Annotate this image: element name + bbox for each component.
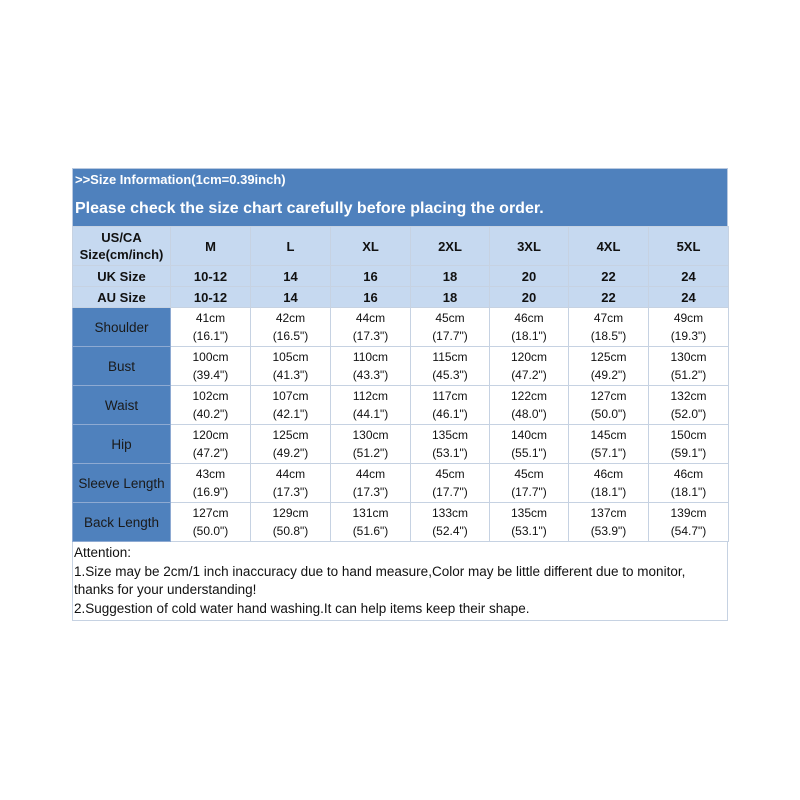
measurement-cell bbox=[331, 347, 411, 386]
cm-value: 47cm bbox=[593, 311, 624, 325]
cm-value: 46cm bbox=[673, 467, 704, 481]
us-size-row bbox=[73, 227, 729, 266]
measurement-cell bbox=[331, 386, 411, 425]
inch-value: (52.0") bbox=[670, 407, 707, 421]
measurement-cell bbox=[649, 386, 729, 425]
us-ca-size-label bbox=[73, 227, 171, 266]
measurement-cell bbox=[331, 503, 411, 542]
cm-value: 135cm bbox=[510, 506, 548, 520]
inch-value: (40.2") bbox=[192, 407, 229, 421]
cm-value: 131cm bbox=[352, 506, 389, 520]
uk-size-row bbox=[73, 266, 729, 287]
measurement-cell bbox=[171, 347, 251, 386]
measurement-cell bbox=[331, 308, 411, 347]
measurement-cell bbox=[649, 308, 729, 347]
measurement-row bbox=[73, 503, 729, 542]
uk-size-cell: 18 bbox=[411, 266, 490, 287]
measurement-cell bbox=[569, 347, 649, 386]
measurement-cell bbox=[251, 308, 331, 347]
cm-value: 45cm bbox=[435, 311, 465, 325]
cm-value: 44cm bbox=[275, 467, 306, 481]
uk-size-cell: 14 bbox=[251, 266, 331, 287]
inch-value: (39.4") bbox=[192, 368, 229, 382]
inch-value: (48.0") bbox=[511, 407, 547, 421]
measurement-cell bbox=[569, 503, 649, 542]
us-size-cell: 5XL bbox=[649, 227, 729, 266]
measurement-cell bbox=[171, 308, 251, 347]
attention-title: Attention: bbox=[74, 545, 132, 560]
measurement-row bbox=[73, 308, 729, 347]
measurement-cell bbox=[649, 425, 729, 464]
measurement-cell bbox=[411, 308, 490, 347]
inch-value: (17.3") bbox=[352, 329, 389, 343]
size-unit-label: Size(cm/inch) bbox=[79, 247, 164, 262]
measurement-cell bbox=[251, 386, 331, 425]
cm-value: 115cm bbox=[432, 350, 468, 364]
cm-value: 43cm bbox=[195, 467, 226, 481]
inch-value: (49.2") bbox=[590, 368, 627, 382]
cm-value: 137cm bbox=[590, 506, 627, 520]
measurement-cell bbox=[490, 464, 569, 503]
cm-value: 46cm bbox=[593, 467, 624, 481]
cm-value: 49cm bbox=[673, 311, 704, 325]
cm-value: 135cm bbox=[431, 428, 469, 442]
measurement-cell bbox=[411, 425, 490, 464]
size-chart bbox=[72, 168, 728, 621]
cm-value: 117cm bbox=[432, 389, 468, 403]
attention-notes bbox=[72, 542, 728, 621]
measurement-cell bbox=[251, 425, 331, 464]
inch-value: (42.1") bbox=[272, 407, 309, 421]
measurement-cell bbox=[490, 503, 569, 542]
cm-value: 120cm bbox=[192, 428, 229, 442]
measurement-cell bbox=[331, 425, 411, 464]
inch-value: (52.4") bbox=[432, 524, 468, 538]
inch-value: (18.5") bbox=[590, 329, 627, 343]
inch-value: (16.1") bbox=[192, 329, 229, 343]
inch-value: (53.9") bbox=[590, 524, 627, 538]
measurement-cell bbox=[411, 347, 490, 386]
inch-value: (55.1") bbox=[511, 446, 547, 460]
cm-value: 107cm bbox=[272, 389, 309, 403]
cm-value: 132cm bbox=[670, 389, 707, 403]
measurement-cell bbox=[490, 425, 569, 464]
inch-value: (18.1") bbox=[670, 485, 707, 499]
size-chart-header bbox=[72, 168, 728, 226]
measurement-cell bbox=[251, 347, 331, 386]
uk-size-cell: 16 bbox=[331, 266, 411, 287]
inch-value: (17.7") bbox=[511, 485, 547, 499]
us-size-cell: 3XL bbox=[490, 227, 569, 266]
au-size-cell: 10-12 bbox=[171, 287, 251, 308]
cm-value: 45cm bbox=[435, 467, 465, 481]
uk-size-cell: 20 bbox=[490, 266, 569, 287]
cm-value: 41cm bbox=[195, 311, 226, 325]
cm-value: 129cm bbox=[272, 506, 309, 520]
cm-value: 112cm bbox=[352, 389, 389, 403]
measurement-cell bbox=[411, 503, 490, 542]
inch-value: (45.3") bbox=[432, 368, 468, 382]
inch-value: (18.1") bbox=[590, 485, 627, 499]
inch-value: (57.1") bbox=[590, 446, 627, 460]
au-size-cell: 16 bbox=[331, 287, 411, 308]
inch-value: (47.2") bbox=[192, 446, 229, 460]
measurement-label: Back Length bbox=[73, 503, 171, 542]
inch-value: (43.3") bbox=[352, 368, 389, 382]
cm-value: 125cm bbox=[272, 428, 309, 442]
inch-value: (46.1") bbox=[432, 407, 468, 421]
cm-value: 100cm bbox=[192, 350, 229, 364]
attention-line-2: thanks for your understanding! bbox=[74, 582, 257, 597]
inch-value: (17.3") bbox=[352, 485, 389, 499]
measurement-cell bbox=[569, 386, 649, 425]
measurement-label: Sleeve Length bbox=[73, 464, 171, 503]
cm-value: 102cm bbox=[192, 389, 229, 403]
cm-value: 130cm bbox=[352, 428, 389, 442]
measurement-row bbox=[73, 347, 729, 386]
us-size-cell: M bbox=[171, 227, 251, 266]
cm-value: 122cm bbox=[510, 389, 548, 403]
cm-value: 125cm bbox=[590, 350, 627, 364]
measurement-row bbox=[73, 464, 729, 503]
measurement-cell bbox=[569, 308, 649, 347]
inch-value: (18.1") bbox=[511, 329, 547, 343]
au-size-cell: 20 bbox=[490, 287, 569, 308]
cm-value: 127cm bbox=[192, 506, 229, 520]
measurement-row bbox=[73, 386, 729, 425]
measurement-cell bbox=[171, 464, 251, 503]
cm-value: 42cm bbox=[275, 311, 306, 325]
size-check-notice: Please check the size chart carefully before placing the order. bbox=[75, 200, 544, 217]
inch-value: (41.3") bbox=[272, 368, 309, 382]
cm-value: 140cm bbox=[510, 428, 548, 442]
cm-value: 105cm bbox=[272, 350, 309, 364]
au-size-label: AU Size bbox=[73, 287, 171, 308]
cm-value: 139cm bbox=[670, 506, 707, 520]
us-size-cell: XL bbox=[331, 227, 411, 266]
attention-line-1: 1.Size may be 2cm/1 inch inaccuracy due to hand measure,Color may be little different due to monitor, bbox=[74, 563, 686, 579]
size-table bbox=[72, 226, 729, 542]
cm-value: 145cm bbox=[590, 428, 627, 442]
measurement-cell bbox=[411, 464, 490, 503]
inch-value: (17.7") bbox=[432, 485, 468, 499]
measurement-cell bbox=[649, 464, 729, 503]
measurement-cell bbox=[171, 425, 251, 464]
measurement-cell bbox=[490, 347, 569, 386]
measurement-cell bbox=[490, 386, 569, 425]
inch-value: (19.3") bbox=[670, 329, 707, 343]
inch-value: (17.3") bbox=[272, 485, 309, 499]
us-size-cell: 2XL bbox=[411, 227, 490, 266]
cm-value: 127cm bbox=[590, 389, 627, 403]
measurement-cell bbox=[251, 464, 331, 503]
cm-value: 44cm bbox=[355, 467, 386, 481]
inch-value: (49.2") bbox=[272, 446, 309, 460]
measurement-row bbox=[73, 425, 729, 464]
inch-value: (51.6") bbox=[352, 524, 389, 538]
cm-value: 120cm bbox=[510, 350, 548, 364]
au-size-cell: 24 bbox=[649, 287, 729, 308]
measurement-label: Shoulder bbox=[73, 308, 171, 347]
measurement-cell bbox=[251, 503, 331, 542]
inch-value: (51.2") bbox=[352, 446, 389, 460]
cm-value: 150cm bbox=[670, 428, 707, 442]
uk-size-cell: 22 bbox=[569, 266, 649, 287]
us-size-cell: L bbox=[251, 227, 331, 266]
inch-value: (50.8") bbox=[272, 524, 309, 538]
au-size-cell: 22 bbox=[569, 287, 649, 308]
measurement-label: Waist bbox=[73, 386, 171, 425]
inch-value: (51.2") bbox=[670, 368, 707, 382]
au-size-cell: 14 bbox=[251, 287, 331, 308]
cm-value: 133cm bbox=[431, 506, 469, 520]
au-size-cell: 18 bbox=[411, 287, 490, 308]
measurement-cell bbox=[649, 503, 729, 542]
cm-value: 46cm bbox=[514, 311, 544, 325]
measurement-label: Hip bbox=[73, 425, 171, 464]
measurement-cell bbox=[171, 503, 251, 542]
inch-value: (54.7") bbox=[670, 524, 707, 538]
cm-value: 45cm bbox=[514, 467, 544, 481]
uk-size-label: UK Size bbox=[73, 266, 171, 287]
inch-value: (50.0") bbox=[590, 407, 627, 421]
inch-value: (53.1") bbox=[432, 446, 468, 460]
inch-value: (59.1") bbox=[670, 446, 707, 460]
inch-value: (16.5") bbox=[272, 329, 309, 343]
inch-value: (50.0") bbox=[192, 524, 229, 538]
uk-size-cell: 10-12 bbox=[171, 266, 251, 287]
measurement-cell bbox=[569, 464, 649, 503]
inch-value: (47.2") bbox=[511, 368, 547, 382]
inch-value: (53.1") bbox=[511, 524, 547, 538]
measurement-cell bbox=[490, 308, 569, 347]
measurement-cell bbox=[569, 425, 649, 464]
attention-line-3: 2.Suggestion of cold water hand washing.It can help items keep their shape. bbox=[74, 600, 530, 616]
uk-size-cell: 24 bbox=[649, 266, 729, 287]
measurement-cell bbox=[649, 347, 729, 386]
measurement-label: Bust bbox=[73, 347, 171, 386]
inch-value: (44.1") bbox=[352, 407, 389, 421]
au-size-row bbox=[73, 287, 729, 308]
cm-value: 130cm bbox=[670, 350, 707, 364]
cm-value: 110cm bbox=[352, 350, 389, 364]
us-ca-label: US/CA bbox=[101, 230, 142, 245]
cm-value: 44cm bbox=[355, 311, 386, 325]
inch-value: (16.9") bbox=[192, 485, 229, 499]
size-info-title: >>Size Information(1cm=0.39inch) bbox=[75, 172, 286, 187]
measurement-cell bbox=[411, 386, 490, 425]
inch-value: (17.7") bbox=[432, 329, 468, 343]
us-size-cell: 4XL bbox=[569, 227, 649, 266]
measurement-cell bbox=[171, 386, 251, 425]
measurement-cell bbox=[331, 464, 411, 503]
